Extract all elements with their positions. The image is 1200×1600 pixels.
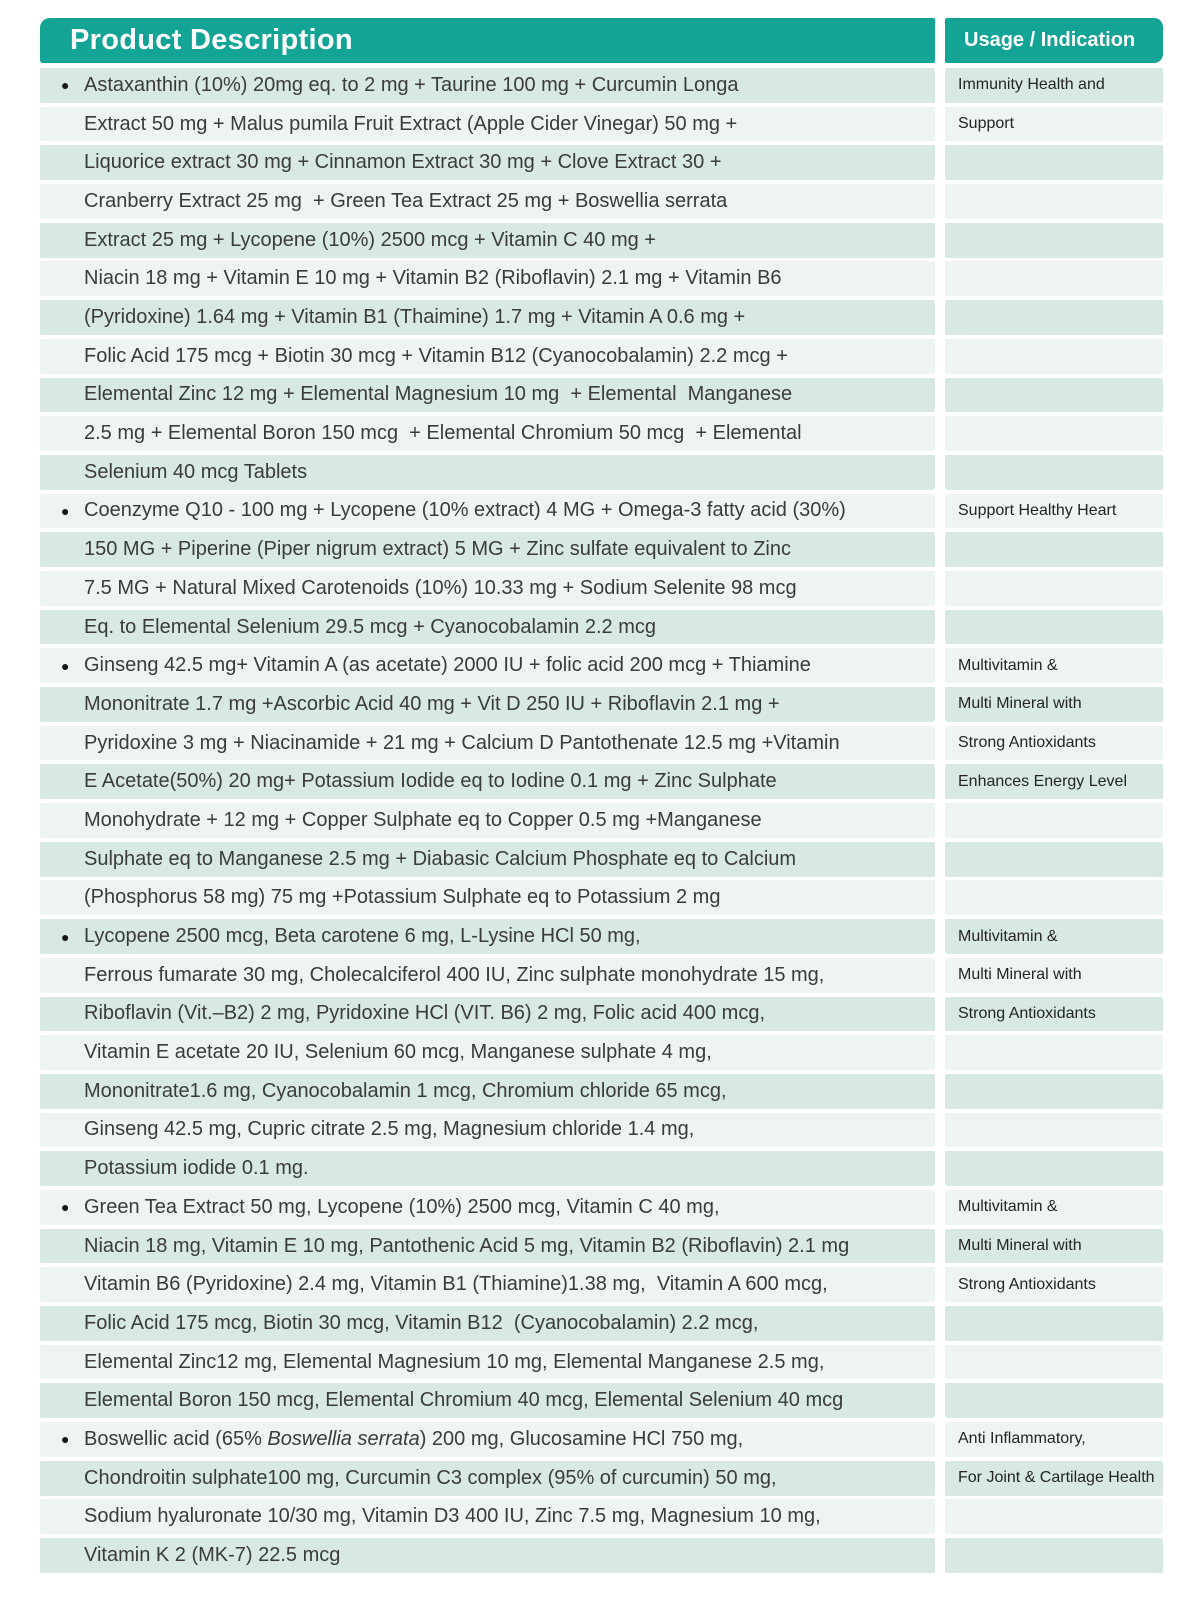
usage-indication-cell [945, 1229, 1163, 1264]
product-line-text: Vitamin K 2 (MK-7) 22.5 mcg [84, 1544, 341, 1567]
table-row [40, 1190, 1163, 1225]
usage-indication-cell [945, 1190, 1163, 1225]
product-description-cell [40, 416, 935, 451]
usage-indication-cell [945, 107, 1163, 142]
product-line-text: Sodium hyaluronate 10/30 mg, Vitamin D3 400 IU, Zinc 7.5 mg, Magnesium 10 mg, [84, 1505, 821, 1528]
product-description-cell [40, 571, 935, 606]
bullet-icon: ● [61, 1431, 70, 1448]
product-line-text: Sulphate eq to Manganese 2.5 mg + Diabasic Calcium Phosphate eq to Calcium [84, 847, 797, 870]
product-line-text: Elemental Zinc12 mg, Elemental Magnesium 10 mg, Elemental Manganese 2.5 mg, [84, 1350, 825, 1373]
usage-indication-cell [945, 997, 1163, 1032]
usage-indication-cell [945, 455, 1163, 490]
usage-indication-cell [945, 919, 1163, 954]
product-description-cell [40, 1461, 935, 1496]
product-description-cell [40, 687, 935, 722]
table-row [40, 764, 1163, 799]
product-description-cell [40, 919, 935, 954]
usage-indication-cell [945, 223, 1163, 258]
product-description-cell [40, 764, 935, 799]
table-row [40, 1345, 1163, 1380]
product-line-text: Elemental Zinc 12 mg + Elemental Magnesium 10 mg + Elemental Manganese [84, 383, 793, 406]
product-line-text: Vitamin E acetate 20 IU, Selenium 60 mcg, Manganese sulphate 4 mg, [84, 1041, 712, 1064]
product-line-text: Vitamin B6 (Pyridoxine) 2.4 mg, Vitamin B1 (Thiamine)1.38 mg, Vitamin A 600 mcg, [84, 1273, 828, 1296]
usage-indication-cell [945, 842, 1163, 877]
usage-indication-cell [945, 184, 1163, 219]
product-description-cell [40, 1074, 935, 1109]
usage-line-text: Multi Mineral with [958, 695, 1082, 713]
product-description-cell [40, 1383, 935, 1418]
table-row [40, 958, 1163, 993]
product-line-text: Mononitrate1.6 mg, Cyanocobalamin 1 mcg, Chromium chloride 65 mcg, [84, 1079, 727, 1102]
usage-indication-cell [945, 1383, 1163, 1418]
usage-line-text: Support [958, 115, 1015, 133]
product-line-text: Ginseng 42.5 mg, Cupric citrate 2.5 mg, Magnesium chloride 1.4 mg, [84, 1118, 695, 1141]
usage-indication-cell [945, 687, 1163, 722]
product-line-text: Chondroitin sulphate100 mg, Curcumin C3 complex (95% of curcumin) 50 mg, [84, 1466, 777, 1489]
usage-indication-cell [945, 803, 1163, 838]
product-line-text: Ferrous fumarate 30 mg, Cholecalciferol 400 IU, Zinc sulphate monohydrate 15 mg, [84, 963, 825, 986]
product-description-cell [40, 532, 935, 567]
product-description-cell [40, 1306, 935, 1341]
usage-indication-cell [945, 764, 1163, 799]
usage-line-text: Multivitamin & [958, 656, 1058, 674]
usage-indication-cell [945, 1538, 1163, 1573]
product-line-text: Green Tea Extract 50 mg, Lycopene (10%) 2500 mcg, Vitamin C 40 mg, [84, 1195, 720, 1218]
product-description-cell [40, 958, 935, 993]
usage-line-text: Strong Antioxidants [958, 734, 1096, 752]
product-line-text: Liquorice extract 30 mg + Cinnamon Extract 30 mg + Clove Extract 30 + [84, 151, 722, 174]
product-line-text: Niacin 18 mg + Vitamin E 10 mg + Vitamin B2 (Riboflavin) 2.1 mg + Vitamin B6 [84, 267, 782, 290]
product-line-text: E Acetate(50%) 20 mg+ Potassium Iodide eq to Iodine 0.1 mg + Zinc Sulphate [84, 770, 777, 793]
product-description-cell [40, 184, 935, 219]
usage-line-text: Support Healthy Heart [958, 501, 1117, 519]
product-line-text: 7.5 MG + Natural Mixed Carotenoids (10%) 10.33 mg + Sodium Selenite 98 mcg [84, 576, 797, 599]
table-row [40, 300, 1163, 335]
usage-indication-cell [945, 378, 1163, 413]
usage-indication-cell [945, 261, 1163, 296]
product-description-cell [40, 1151, 935, 1186]
table-row [40, 571, 1163, 606]
product-line-text: Extract 25 mg + Lycopene (10%) 2500 mcg + Vitamin C 40 mg + [84, 228, 656, 251]
product-line-text: Astaxanthin (10%) 20mg eq. to 2 mg + Taurine 100 mg + Curcumin Longa [84, 73, 739, 96]
table-row [40, 997, 1163, 1032]
table-row [40, 378, 1163, 413]
product-line-text: 150 MG + Piperine (Piper nigrum extract) 5 MG + Zinc sulfate equivalent to Zinc [84, 538, 791, 561]
usage-indication-cell [945, 494, 1163, 529]
table-row [40, 1113, 1163, 1148]
table-row [40, 184, 1163, 219]
product-description-cell [40, 68, 935, 103]
table-row [40, 1267, 1163, 1302]
product-description-cell [40, 1267, 935, 1302]
usage-line-text: For Joint & Cartilage Health [958, 1469, 1155, 1487]
usage-indication-cell [945, 1306, 1163, 1341]
product-description-cell [40, 1190, 935, 1225]
bullet-icon: ● [61, 502, 70, 519]
product-description-cell [40, 803, 935, 838]
product-line-text: Potassium iodide 0.1 mg. [84, 1157, 309, 1180]
bullet-icon: ● [61, 657, 70, 674]
product-line-text: Riboflavin (Vit.–B2) 2 mg, Pyridoxine HCl (VIT. B6) 2 mg, Folic acid 400 mcg, [84, 1002, 765, 1025]
product-description-cell [40, 455, 935, 490]
usage-indication-cell [945, 880, 1163, 915]
product-description-cell [40, 107, 935, 142]
usage-line-text: Multi Mineral with [958, 1237, 1082, 1255]
usage-line-text: Immunity Health and [958, 76, 1105, 94]
product-line-text: Extract 50 mg + Malus pumila Fruit Extract (Apple Cider Vinegar) 50 mg + [84, 112, 738, 135]
usage-indication-cell [945, 145, 1163, 180]
table-row [40, 687, 1163, 722]
bullet-icon: ● [61, 77, 70, 94]
product-description-cell [40, 842, 935, 877]
product-description-header: Product Description [40, 18, 935, 63]
product-line-text: (Phosphorus 58 mg) 75 mg +Potassium Sulphate eq to Potassium 2 mg [84, 886, 721, 909]
table-row [40, 880, 1163, 915]
table-row [40, 339, 1163, 374]
table-row [40, 261, 1163, 296]
product-description-cell [40, 223, 935, 258]
table-row [40, 107, 1163, 142]
usage-indication-cell [945, 1151, 1163, 1186]
product-description-cell [40, 648, 935, 683]
bullet-icon: ● [61, 1199, 70, 1216]
product-description-cell [40, 1113, 935, 1148]
usage-indication-cell [945, 1035, 1163, 1070]
usage-indication-cell [945, 1461, 1163, 1496]
usage-line-text: Multivitamin & [958, 1198, 1058, 1216]
usage-indication-header: Usage / Indication [945, 18, 1163, 63]
usage-line-text: Multivitamin & [958, 927, 1058, 945]
usage-line-text: Anti Inflammatory, [958, 1430, 1086, 1448]
usage-indication-cell [945, 648, 1163, 683]
table-row [40, 648, 1163, 683]
usage-indication-cell [945, 571, 1163, 606]
usage-indication-cell [945, 1074, 1163, 1109]
product-line-text: Folic Acid 175 mcg, Biotin 30 mcg, Vitamin B12 (Cyanocobalamin) 2.2 mcg, [84, 1311, 759, 1334]
product-line-text: Mononitrate 1.7 mg +Ascorbic Acid 40 mg + Vit D 250 IU + Riboflavin 2.1 mg + [84, 692, 780, 715]
table-row [40, 1422, 1163, 1457]
table-row [40, 1035, 1163, 1070]
product-line-text: Lycopene 2500 mcg, Beta carotene 6 mg, L-Lysine HCl 50 mg, [84, 925, 641, 948]
product-line-text: Eq. to Elemental Selenium 29.5 mcg + Cyanocobalamin 2.2 mcg [84, 615, 656, 638]
table-row [40, 1229, 1163, 1264]
usage-indication-cell [945, 339, 1163, 374]
usage-indication-cell [945, 726, 1163, 761]
usage-indication-cell [945, 68, 1163, 103]
table-row [40, 726, 1163, 761]
product-description-cell [40, 1229, 935, 1264]
product-description-cell [40, 997, 935, 1032]
product-line-text: (Pyridoxine) 1.64 mg + Vitamin B1 (Thaimine) 1.7 mg + Vitamin A 0.6 mg + [84, 306, 746, 329]
usage-line-text: Multi Mineral with [958, 966, 1082, 984]
table-row [40, 1461, 1163, 1496]
usage-indication-cell [945, 532, 1163, 567]
usage-indication-cell [945, 1345, 1163, 1380]
product-line-text: Coenzyme Q10 - 100 mg + Lycopene (10% extract) 4 MG + Omega-3 fatty acid (30%) [84, 499, 846, 522]
product-description-cell [40, 610, 935, 645]
product-line-text: Folic Acid 175 mcg + Biotin 30 mcg + Vitamin B12 (Cyanocobalamin) 2.2 mcg + [84, 344, 788, 367]
usage-line-text: Enhances Energy Level [958, 772, 1127, 790]
product-description-cell [40, 1499, 935, 1534]
product-description-cell [40, 378, 935, 413]
product-description-cell [40, 1035, 935, 1070]
table-row [40, 1538, 1163, 1573]
product-line-text: Cranberry Extract 25 mg + Green Tea Extract 25 mg + Boswellia serrata [84, 189, 728, 212]
usage-indication-cell [945, 1422, 1163, 1457]
usage-line-text: Strong Antioxidants [958, 1004, 1096, 1022]
usage-indication-cell [945, 300, 1163, 335]
table-row [40, 1074, 1163, 1109]
table-row [40, 416, 1163, 451]
usage-indication-cell [945, 1267, 1163, 1302]
table-row [40, 803, 1163, 838]
product-line-text: Ginseng 42.5 mg+ Vitamin A (as acetate) 2000 IU + folic acid 200 mcg + Thiamine [84, 654, 811, 677]
product-description-cell [40, 1345, 935, 1380]
product-description-cell [40, 145, 935, 180]
usage-indication-cell [945, 958, 1163, 993]
usage-line-text: Strong Antioxidants [958, 1275, 1096, 1293]
table-row [40, 68, 1163, 103]
product-description-cell [40, 726, 935, 761]
table-row [40, 1151, 1163, 1186]
table-row [40, 223, 1163, 258]
product-line-text: 2.5 mg + Elemental Boron 150 mcg + Elemental Chromium 50 mcg + Elemental [84, 422, 802, 445]
table-row [40, 1306, 1163, 1341]
table-row [40, 532, 1163, 567]
product-line-text: Elemental Boron 150 mcg, Elemental Chromium 40 mcg, Elemental Selenium 40 mcg [84, 1389, 844, 1412]
product-line-text: Monohydrate + 12 mg + Copper Sulphate eq to Copper 0.5 mg +Manganese [84, 808, 762, 831]
product-description-cell [40, 494, 935, 529]
product-description-cell [40, 261, 935, 296]
usage-indication-cell [945, 610, 1163, 645]
table-row [40, 610, 1163, 645]
product-line-text: Niacin 18 mg, Vitamin E 10 mg, Pantothenic Acid 5 mg, Vitamin B2 (Riboflavin) 2.1 mg [84, 1234, 850, 1257]
product-description-cell [40, 1538, 935, 1573]
table-row [40, 494, 1163, 529]
product-description-cell [40, 880, 935, 915]
usage-indication-cell [945, 1113, 1163, 1148]
product-line-text: Pyridoxine 3 mg + Niacinamide + 21 mg + Calcium D Pantothenate 12.5 mg +Vitamin [84, 731, 840, 754]
product-description-cell [40, 339, 935, 374]
table-row [40, 455, 1163, 490]
table-row [40, 1383, 1163, 1418]
table-row [40, 842, 1163, 877]
usage-indication-cell [945, 1499, 1163, 1534]
table-body [40, 68, 1163, 1573]
product-description-cell [40, 300, 935, 335]
product-table [40, 18, 1163, 1577]
table-row [40, 1499, 1163, 1534]
table-row [40, 919, 1163, 954]
product-line-text: Selenium 40 mcg Tablets [84, 460, 308, 483]
product-line-text: Boswellic acid (65% Boswellia serrata) 200 mg, Glucosamine HCl 750 mg, [84, 1427, 744, 1450]
product-description-cell [40, 1422, 935, 1457]
table-row [40, 145, 1163, 180]
usage-indication-cell [945, 416, 1163, 451]
table-header [40, 18, 1163, 63]
bullet-icon: ● [61, 928, 70, 945]
